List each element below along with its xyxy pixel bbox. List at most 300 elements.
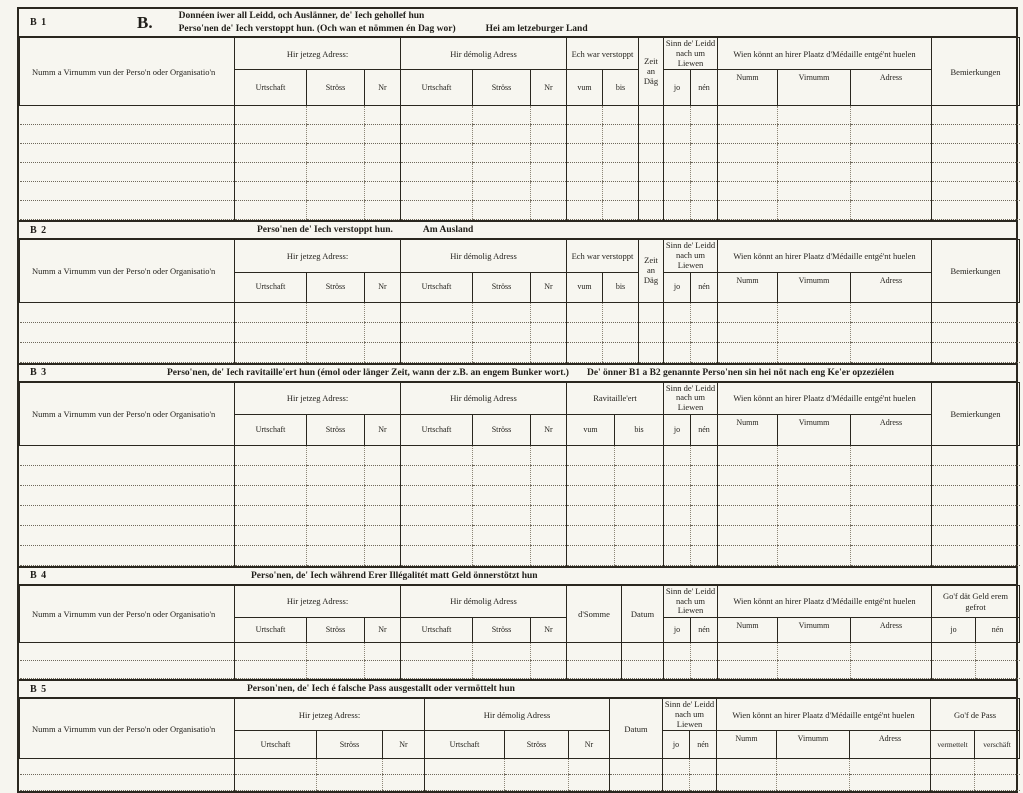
col-date: Datum [610,699,663,759]
cell [473,302,531,322]
cell [531,106,567,125]
cell [531,545,567,565]
subcol-vum: vum [567,414,615,445]
cell [401,144,473,163]
col-medal-recipient: Wien könnt an hirer Plaatz d'Médaille entgé'nt huelen [718,585,932,617]
cell [307,661,365,679]
cell [664,125,691,144]
subcol-nr: Nr [531,414,567,445]
subcol-stross: Ströss [317,731,383,759]
cell [976,643,1020,661]
cell [778,163,851,182]
cell [307,342,365,362]
cell [610,759,663,775]
col-medal-recipient: Wien könnt an hirer Plaatz d'Médaille entgé'nt huelen [718,240,932,272]
cell [235,465,307,485]
subcol-virnumm: Virnumm [777,731,850,759]
cell [976,661,1020,679]
cell [639,322,664,342]
subcol-nr: Nr [569,731,610,759]
cell [932,661,976,679]
col-remarks: Bemierkungen [932,382,1020,445]
cell [473,163,531,182]
cell [615,525,664,545]
cell [567,465,615,485]
section-b2-location: Am Ausland [422,225,474,236]
col-current-address: Hir jetzeg Adress: [235,38,401,70]
cell [622,661,664,679]
section-b4-title: Perso'nen, de' Iech während Erer Illégalitét matt Geld önnerstötzt hun [251,570,538,581]
section-b5-id: B 5 [30,683,48,695]
subcol-nr: Nr [365,272,401,302]
cell [401,106,473,125]
cell [778,302,851,322]
cell [777,775,850,791]
col-amount: d'Somme [567,585,622,642]
cell [401,445,473,465]
cell [718,302,778,322]
cell [473,505,531,525]
col-hidden-period: Ech war verstoppt [567,38,639,70]
subcol-urtschaft: Urtschaft [235,272,307,302]
cell [20,661,235,679]
cell [718,485,778,505]
subcol-stross: Ströss [307,414,365,445]
cell [851,342,932,362]
cell [567,505,615,525]
cell [20,505,235,525]
cell [401,643,473,661]
cell [567,545,615,565]
cell [664,322,691,342]
cell [567,643,622,661]
cell [567,302,603,322]
cell [567,342,603,362]
section-b3-note: De' önner B1 a B2 genannte Perso'nen sin hei nöt nach eng Ke'er opzeziélen [586,367,895,378]
section-b1-location: Hei am letzeburger Land [485,23,588,34]
cell [603,302,639,322]
cell [401,163,473,182]
cell [664,201,691,220]
subcol-numm: Numm [718,414,778,445]
cell [235,525,307,545]
section-b5 [19,679,1016,791]
cell [235,661,307,679]
cell [235,485,307,505]
cell [615,445,664,465]
subcol-urtschaft: Urtschaft [235,414,307,445]
col-former-address: Hir démolig Adress [401,382,567,414]
cell [851,125,932,144]
subcol-adress: Adress [851,618,932,643]
cell [664,485,691,505]
cell [20,322,235,342]
cell [235,182,307,201]
col-days: Zeit an Däg [639,38,664,106]
cell [851,643,932,661]
subcol-stross: Ströss [473,272,531,302]
subcol-nr: Nr [531,618,567,643]
cell [718,525,778,545]
cell [401,545,473,565]
cell [383,775,425,791]
cell [383,759,425,775]
cell [365,201,401,220]
cell [664,342,691,362]
subcol-adress: Adress [850,731,931,759]
cell [851,163,932,182]
cell [932,106,1020,125]
cell [531,485,567,505]
cell [20,125,235,144]
cell [531,163,567,182]
section-b3-title-row [19,365,1016,382]
subcol-nr: Nr [365,618,401,643]
col-pass-how: Go'f de Pass [931,699,1020,731]
cell [20,759,235,775]
section-b4 [19,566,1016,679]
cell [567,445,615,465]
subcol-nen: nén [691,414,718,445]
cell [718,465,778,485]
cell [718,505,778,525]
col-current-address: Hir jetzeg Adress: [235,699,425,731]
section-b1-rows [20,106,1020,220]
section-b1-title-line2-wrap [179,23,588,35]
cell [718,661,778,679]
subcol-virnumm: Virnumm [778,70,851,106]
cell [235,144,307,163]
cell [778,485,851,505]
cell [20,525,235,545]
section-b3-grid [19,382,1020,566]
subcol-urtschaft: Urtschaft [235,70,307,106]
subcol-stross: Ströss [473,414,531,445]
col-medal-recipient: Wien könnt an hirer Plaatz d'Médaille entgé'nt huelen [717,699,931,731]
cell [235,106,307,125]
cell [531,525,567,545]
cell [718,106,778,125]
cell [778,182,851,201]
subcol-urtschaft: Urtschaft [401,70,473,106]
cell [365,525,401,545]
cell [691,545,718,565]
cell [718,144,778,163]
subcol-numm: Numm [718,70,778,106]
col-remarks: Bemierkungen [932,240,1020,302]
subcol-jo: jo [663,731,690,759]
cell [691,525,718,545]
cell [664,525,691,545]
cell [851,201,932,220]
subcol-nen: nén [691,272,718,302]
cell [664,182,691,201]
cell [307,163,365,182]
entry-row [20,106,1020,125]
cell [932,545,1020,565]
col-date: Datum [622,585,664,642]
cell [365,505,401,525]
entry-row [20,144,1020,163]
cell [691,163,718,182]
cell [851,322,932,342]
cell [307,302,365,322]
cell [365,342,401,362]
cell [851,302,932,322]
cell [691,661,718,679]
col-alive: Sinn de' Leidd nach um Liewen [664,585,718,617]
cell [307,144,365,163]
cell [317,775,383,791]
cell [235,163,307,182]
cell [401,182,473,201]
cell [235,342,307,362]
cell [569,775,610,791]
cell [603,201,639,220]
cell [664,445,691,465]
cell [401,322,473,342]
cell [615,505,664,525]
cell [401,505,473,525]
subcol-numm: Numm [718,618,778,643]
cell [777,759,850,775]
col-former-address: Hir démolig Adress [401,38,567,70]
cell [365,302,401,322]
cell [664,465,691,485]
cell [975,759,1020,775]
cell [718,201,778,220]
subcol-stross: Ströss [307,272,365,302]
col-alive: Sinn de' Leidd nach um Liewen [664,382,718,414]
section-b3-rows [20,445,1020,565]
section-b1 [19,9,1016,220]
cell [531,201,567,220]
cell [20,201,235,220]
col-former-address: Hir démolig Adress [401,585,567,617]
subcol-urtschaft: Urtschaft [401,272,473,302]
cell [639,144,664,163]
section-b5-title: Person'nen, de' Iech é falsche Pass ausgestallt oder vermöttelt hun [247,684,515,695]
cell [932,643,976,661]
subcol-adress: Adress [851,272,932,302]
cell [851,661,932,679]
cell [691,106,718,125]
entry-row [20,485,1020,505]
cell [850,759,931,775]
subcol-stross: Ströss [307,618,365,643]
cell [932,125,1020,144]
cell [691,445,718,465]
cell [365,643,401,661]
cell [365,163,401,182]
subcol-urtschaft: Urtschaft [401,414,473,445]
cell [664,505,691,525]
subcol-nr: Nr [531,70,567,106]
cell [20,485,235,505]
cell [531,465,567,485]
subcol-stross: Ströss [307,70,365,106]
cell [718,163,778,182]
cell [851,182,932,201]
cell [932,445,1020,465]
col-name: Numm a Virnumm vun der Perso'n oder Organisatio'n [20,382,235,445]
col-current-address: Hir jetzeg Adress: [235,585,401,617]
cell [473,106,531,125]
cell [664,144,691,163]
cell [567,485,615,505]
section-b4-grid [19,585,1020,679]
col-medal-recipient: Wien könnt an hirer Plaatz d'Médaille entgé'nt huelen [718,38,932,70]
col-former-address: Hir démolig Adress [425,699,610,731]
cell [473,201,531,220]
cell [603,106,639,125]
col-alive: Sinn de' Leidd nach um Liewen [664,240,718,272]
cell [603,322,639,342]
cell [639,125,664,144]
cell [778,545,851,565]
entry-row [20,775,1020,791]
cell [531,342,567,362]
cell [307,465,365,485]
section-b1-title-line1: Donnéen iwer all Leidd, och Auslänner, de' Iech gehollef hun [178,11,425,22]
cell [932,322,1020,342]
section-b1-title [179,10,588,35]
cell [778,445,851,465]
cell [691,125,718,144]
cell [851,505,932,525]
cell [365,661,401,679]
cell [691,465,718,485]
subcol-jo: jo [664,272,691,302]
subcol-jo: jo [664,618,691,643]
cell [20,643,235,661]
subcol-virnumm: Virnumm [778,414,851,445]
cell [567,661,622,679]
cell [307,106,365,125]
cell [20,342,235,362]
cell [610,775,663,791]
entry-row [20,643,1020,661]
cell [473,465,531,485]
cell [365,322,401,342]
cell [20,465,235,485]
cell [567,322,603,342]
cell [639,182,664,201]
cell [851,465,932,485]
cell [778,106,851,125]
section-b4-id: B 4 [30,570,48,582]
cell [365,485,401,505]
entry-row [20,201,1020,220]
cell [850,775,931,791]
cell [317,759,383,775]
cell [778,322,851,342]
subcol-virnumm: Virnumm [778,618,851,643]
cell [235,505,307,525]
section-b5-title-row [19,681,1016,698]
cell [473,144,531,163]
cell [718,545,778,565]
cell [718,182,778,201]
section-b2-rows [20,302,1020,362]
col-hidden-period: Ech war verstoppt [567,240,639,272]
subcol-vum: vum [567,70,603,106]
cell [531,302,567,322]
cell [615,545,664,565]
cell [932,144,1020,163]
section-b1-grid [19,37,1020,220]
cell [473,125,531,144]
subcol-virnumm: Virnumm [778,272,851,302]
cell [664,661,691,679]
subcol-nen: nén [976,618,1020,643]
cell [425,775,505,791]
subcol-urtschaft: Urtschaft [401,618,473,643]
cell [932,163,1020,182]
cell [307,525,365,545]
cell [567,182,603,201]
cell [567,144,603,163]
cell [932,342,1020,362]
cell [664,302,691,322]
cell [235,322,307,342]
cell [663,759,690,775]
cell [401,525,473,545]
cell [778,201,851,220]
cell [639,342,664,362]
subcol-adress: Adress [851,414,932,445]
cell [531,661,567,679]
cell [932,302,1020,322]
cell [365,465,401,485]
cell [663,775,690,791]
subcol-bis: bis [603,272,639,302]
cell [473,661,531,679]
cell [664,163,691,182]
cell [365,125,401,144]
entry-row [20,545,1020,565]
cell [718,445,778,465]
subcol-urtschaft: Urtschaft [235,731,317,759]
section-b1-id: B 1 [30,17,48,28]
cell [691,485,718,505]
col-name: Numm a Virnumm vun der Perso'n oder Organisatio'n [20,240,235,302]
entry-row [20,445,1020,465]
subcol-urtschaft: Urtschaft [425,731,505,759]
subcol-numm: Numm [717,731,777,759]
cell [690,759,717,775]
cell [931,775,975,791]
section-b5-rows [20,759,1020,791]
entry-row [20,322,1020,342]
cell [20,163,235,182]
cell [401,661,473,679]
cell [932,525,1020,545]
subcol-stross: Ströss [505,731,569,759]
cell [401,485,473,505]
subcol-nr: Nr [383,731,425,759]
col-remarks: Bemierkungen [932,38,1020,106]
section-b2-id: B 2 [30,224,48,236]
cell [691,182,718,201]
cell [307,485,365,505]
subcol-nr: Nr [365,414,401,445]
cell [473,322,531,342]
cell [425,759,505,775]
col-medal-recipient: Wien könnt an hirer Plaatz d'Médaille entgé'nt huelen [718,382,932,414]
cell [307,445,365,465]
cell [307,505,365,525]
